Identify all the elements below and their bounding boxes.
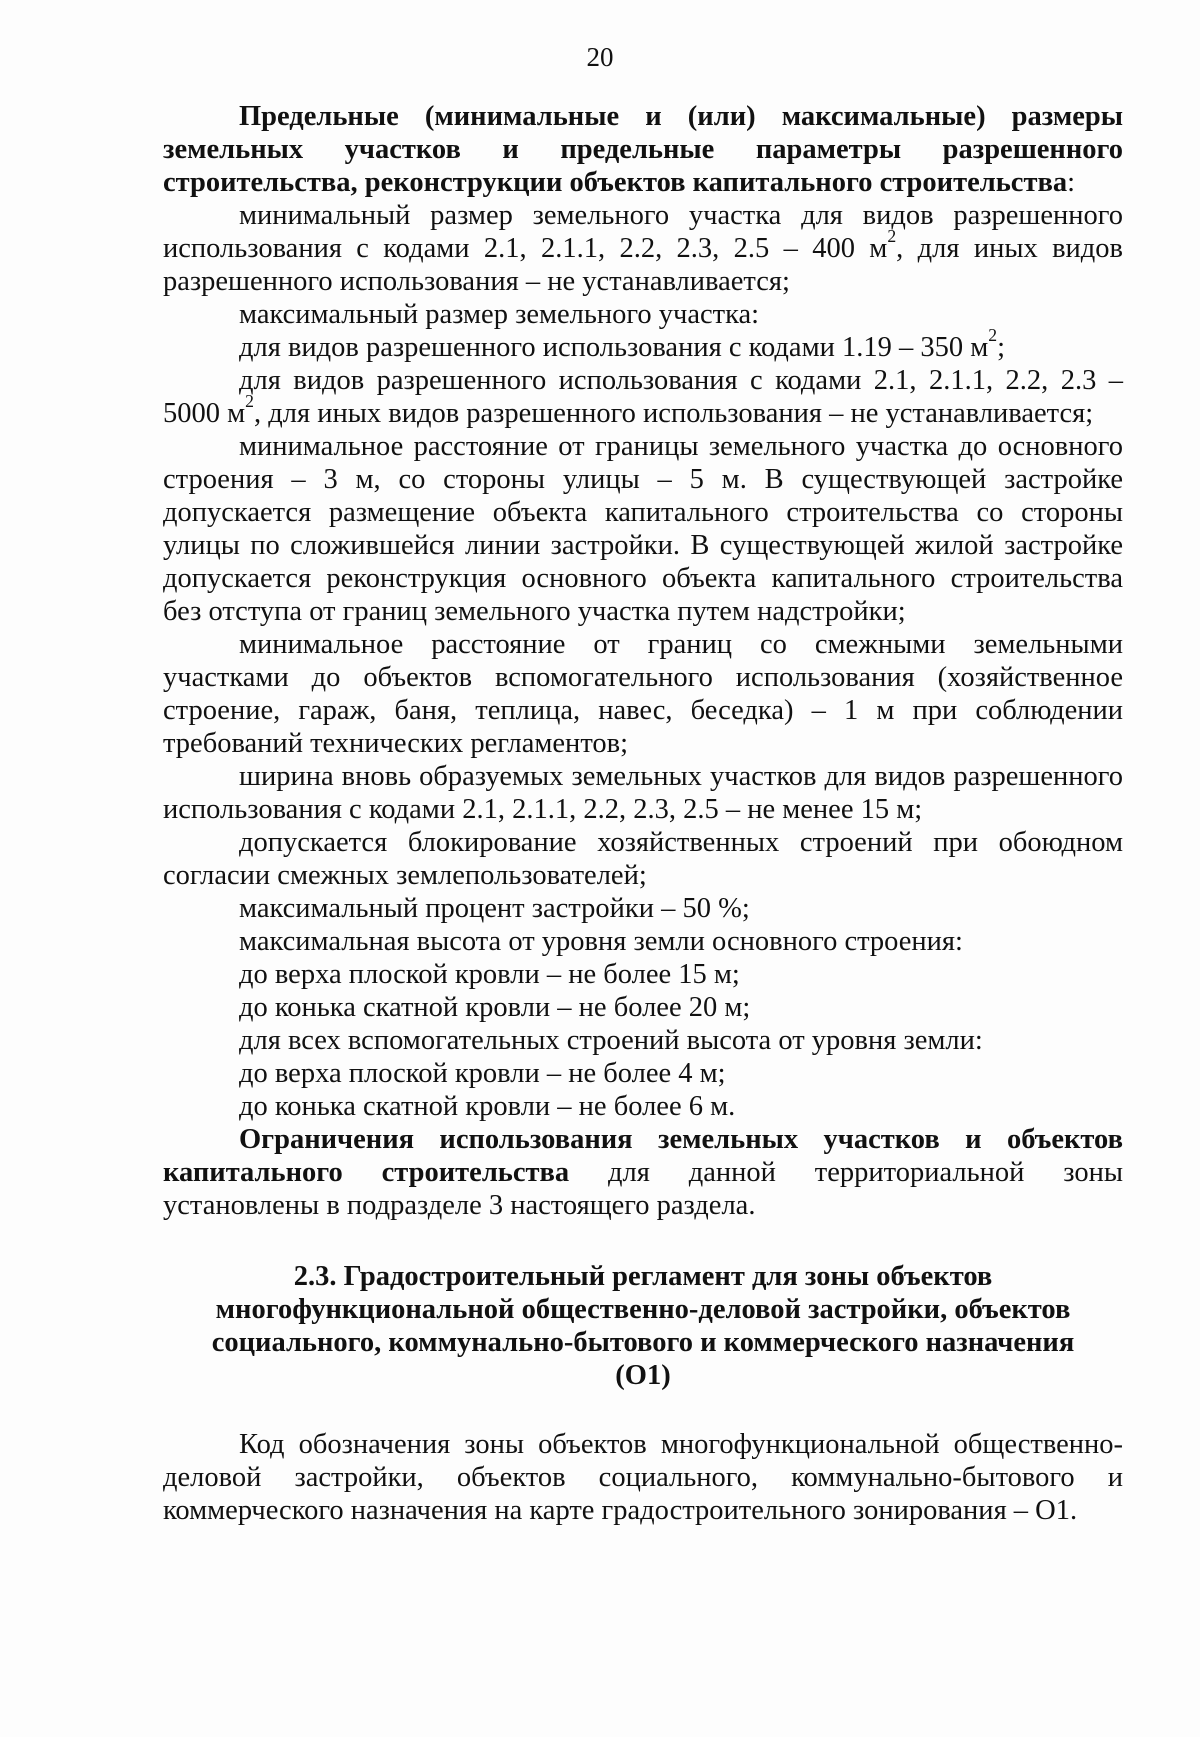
max-plot-size-119-paragraph xyxy=(163,324,1123,364)
page-number: 20 xyxy=(586,42,614,72)
min-plot-size-paragraph xyxy=(163,199,1123,298)
document-body xyxy=(163,100,1123,1527)
square-superscript: 2 xyxy=(988,324,998,345)
plot-width-paragraph: ширина вновь образуемых земельных участков для видов разрешенного использования с кодами 2.1, 2.1.1, 2.2, 2.3, 2.5 – не менее 15 м; xyxy=(163,761,1123,825)
section-heading-line-3: социального, коммунально-бытового и коммерческого назначения xyxy=(211,1327,1075,1358)
section-heading-line-1: 2.3. Градостроительный регламент для зоны объектов xyxy=(293,1261,993,1292)
square-superscript: 2 xyxy=(245,390,254,411)
min-plot-size-text-end: , для иных видов разрешенного использования – не устанавливается; xyxy=(163,233,1123,297)
section-heading-line-2: многофункциональной общественно-деловой застройки, объектов xyxy=(215,1294,1071,1325)
section-heading xyxy=(163,1260,1123,1392)
min-distance-auxiliary-paragraph: минимальное расстояние от границ со смежными земельными участками до объектов вспомогательного использования (хозяйственное строение, гараж, баня, теплица, навес, беседка) – 1 м при соблюдении требований технических регламентов; xyxy=(163,629,1123,759)
max-coverage-paragraph: максимальный процент застройки – 50 %; xyxy=(239,893,750,924)
max-plot-size-paragraph: максимальный размер земельного участка: xyxy=(239,299,760,330)
blocking-paragraph: допускается блокирование хозяйственных строений при обоюдном согласии смежных землепользователей; xyxy=(163,827,1123,891)
flat-roof-auxiliary-paragraph: до верха плоской кровли – не более 4 м; xyxy=(239,1058,726,1089)
max-height-main-paragraph: максимальная высота от уровня земли основного строения: xyxy=(239,926,963,957)
max-plot-size-21-text-end: , для иных видов разрешенного использования – не устанавливается; xyxy=(254,398,1094,429)
square-superscript: 2 xyxy=(887,225,897,246)
restrictions-paragraph xyxy=(163,1123,1123,1222)
limits-heading-colon: : xyxy=(1067,167,1076,198)
max-plot-size-119-text-end: ; xyxy=(997,332,1006,363)
section-heading-line-4: (О1) xyxy=(615,1360,671,1391)
max-plot-size-119-text: для видов разрешенного использования с кодами 1.19 – 350 м xyxy=(239,332,989,363)
auxiliary-height-paragraph: для всех вспомогательных строений высота от уровня земли: xyxy=(239,1025,983,1056)
pitched-roof-auxiliary-paragraph: до конька скатной кровли – не более 6 м. xyxy=(239,1091,736,1122)
limits-heading-paragraph xyxy=(163,100,1123,199)
zone-code-paragraph: Код обозначения зоны объектов многофункциональной общественно-деловой застройки, объектов социального, коммунально-бытового и коммерческого назначения на карте градостроительного зонирования – О1. xyxy=(163,1429,1123,1526)
restrictions-text: для данной территориальной зоны установлены в подразделе 3 настоящего раздела. xyxy=(163,1157,1123,1221)
flat-roof-main-paragraph: до верха плоской кровли – не более 15 м; xyxy=(239,959,740,990)
min-distance-main-building-paragraph: минимальное расстояние от границы земельного участка до основного строения – 3 м, со стороны улицы – 5 м. В существующей застройке допускается размещение объекта капитального строительства со стороны улицы по сложившейся линии застройки. В существующей жилой застройке допускается реконструкция основного объекта капитального строительства без отступа от границ земельного участка путем надстройки; xyxy=(163,431,1123,627)
min-plot-size-text: минимальный размер земельного участка для видов разрешенного использования с кодами 2.1, 2.1.1, 2.2, 2.3, 2.5 – 400 м xyxy=(163,200,1123,264)
pitched-roof-main-paragraph: до конька скатной кровли – не более 20 м; xyxy=(239,992,751,1023)
max-plot-size-21-paragraph xyxy=(163,364,1123,430)
restrictions-bold-text: Ограничения использования земельных участков и объектов капитального строительства xyxy=(163,1124,1123,1188)
limits-heading: Предельные (минимальные и (или) максимальные) размеры земельных участков и предельные параметры разрешенного строительства, реконструкции объектов капитального строительства xyxy=(163,101,1123,198)
max-plot-size-21-text: для видов разрешенного использования с кодами 2.1, 2.1.1, 2.2, 2.3 – 5000 м xyxy=(163,365,1123,429)
